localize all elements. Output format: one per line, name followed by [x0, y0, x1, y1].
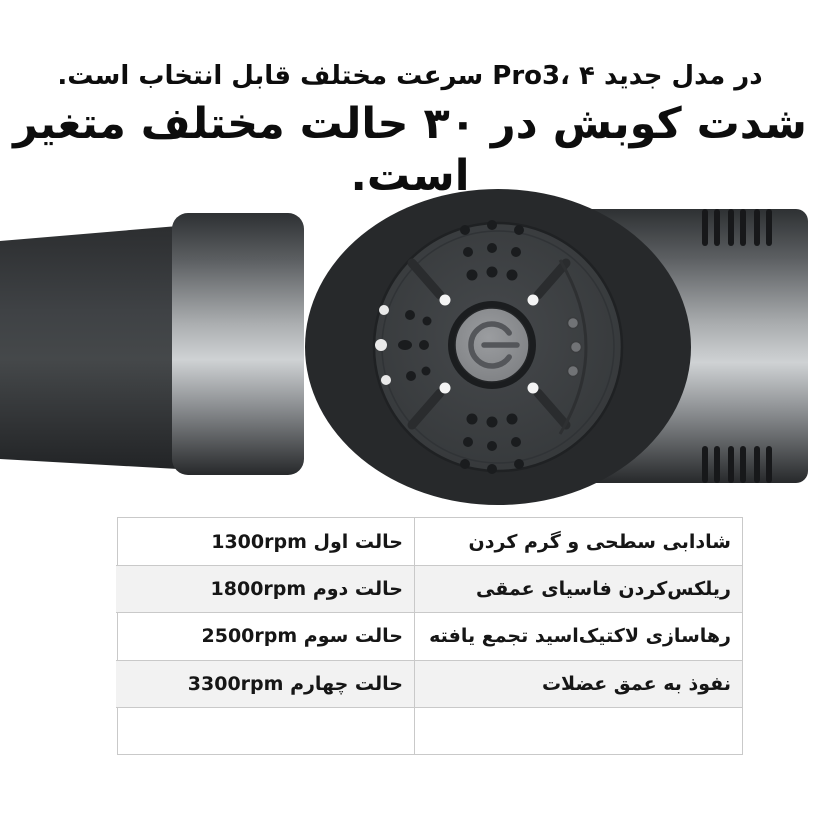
table-cell-description	[414, 707, 742, 754]
speed-mode-table	[117, 517, 743, 755]
page-title: شدت کوبش در ۳۰ حالت مختلف متغیر است.	[13, 99, 807, 201]
table-cell-description: شادابی سطحی و گرم کردن	[414, 518, 742, 565]
table-cell-description: رهاسازی لاکتیک‌اسید تجمع یافته	[414, 612, 742, 659]
product-image	[0, 185, 820, 515]
table-cell-mode: حالت دوم 1800rpm	[116, 565, 414, 612]
power-button[interactable]	[448, 301, 536, 389]
holes-top	[460, 220, 524, 281]
header-subtitle: در مدل جدید Pro3، ۴ سرعت مختلف قابل انتخاب است.	[57, 61, 763, 91]
table-cell-description: نفوذ به عمق عضلات	[414, 660, 742, 707]
table-cell-mode: حالت چهارم 3300rpm	[116, 660, 414, 707]
page-header	[0, 58, 820, 202]
holes-bottom	[460, 414, 524, 475]
table-cell-mode: حالت اول 1300rpm	[211, 530, 403, 553]
handle	[0, 226, 178, 469]
metal-collar	[172, 213, 304, 475]
massage-gun-illustration	[0, 185, 820, 515]
table-cell-description: ریلکس‌کردن فاسیای عمقی	[414, 565, 742, 612]
table-cell-mode	[116, 707, 414, 754]
table-cell-mode: حالت سوم 2500rpm	[116, 612, 414, 659]
